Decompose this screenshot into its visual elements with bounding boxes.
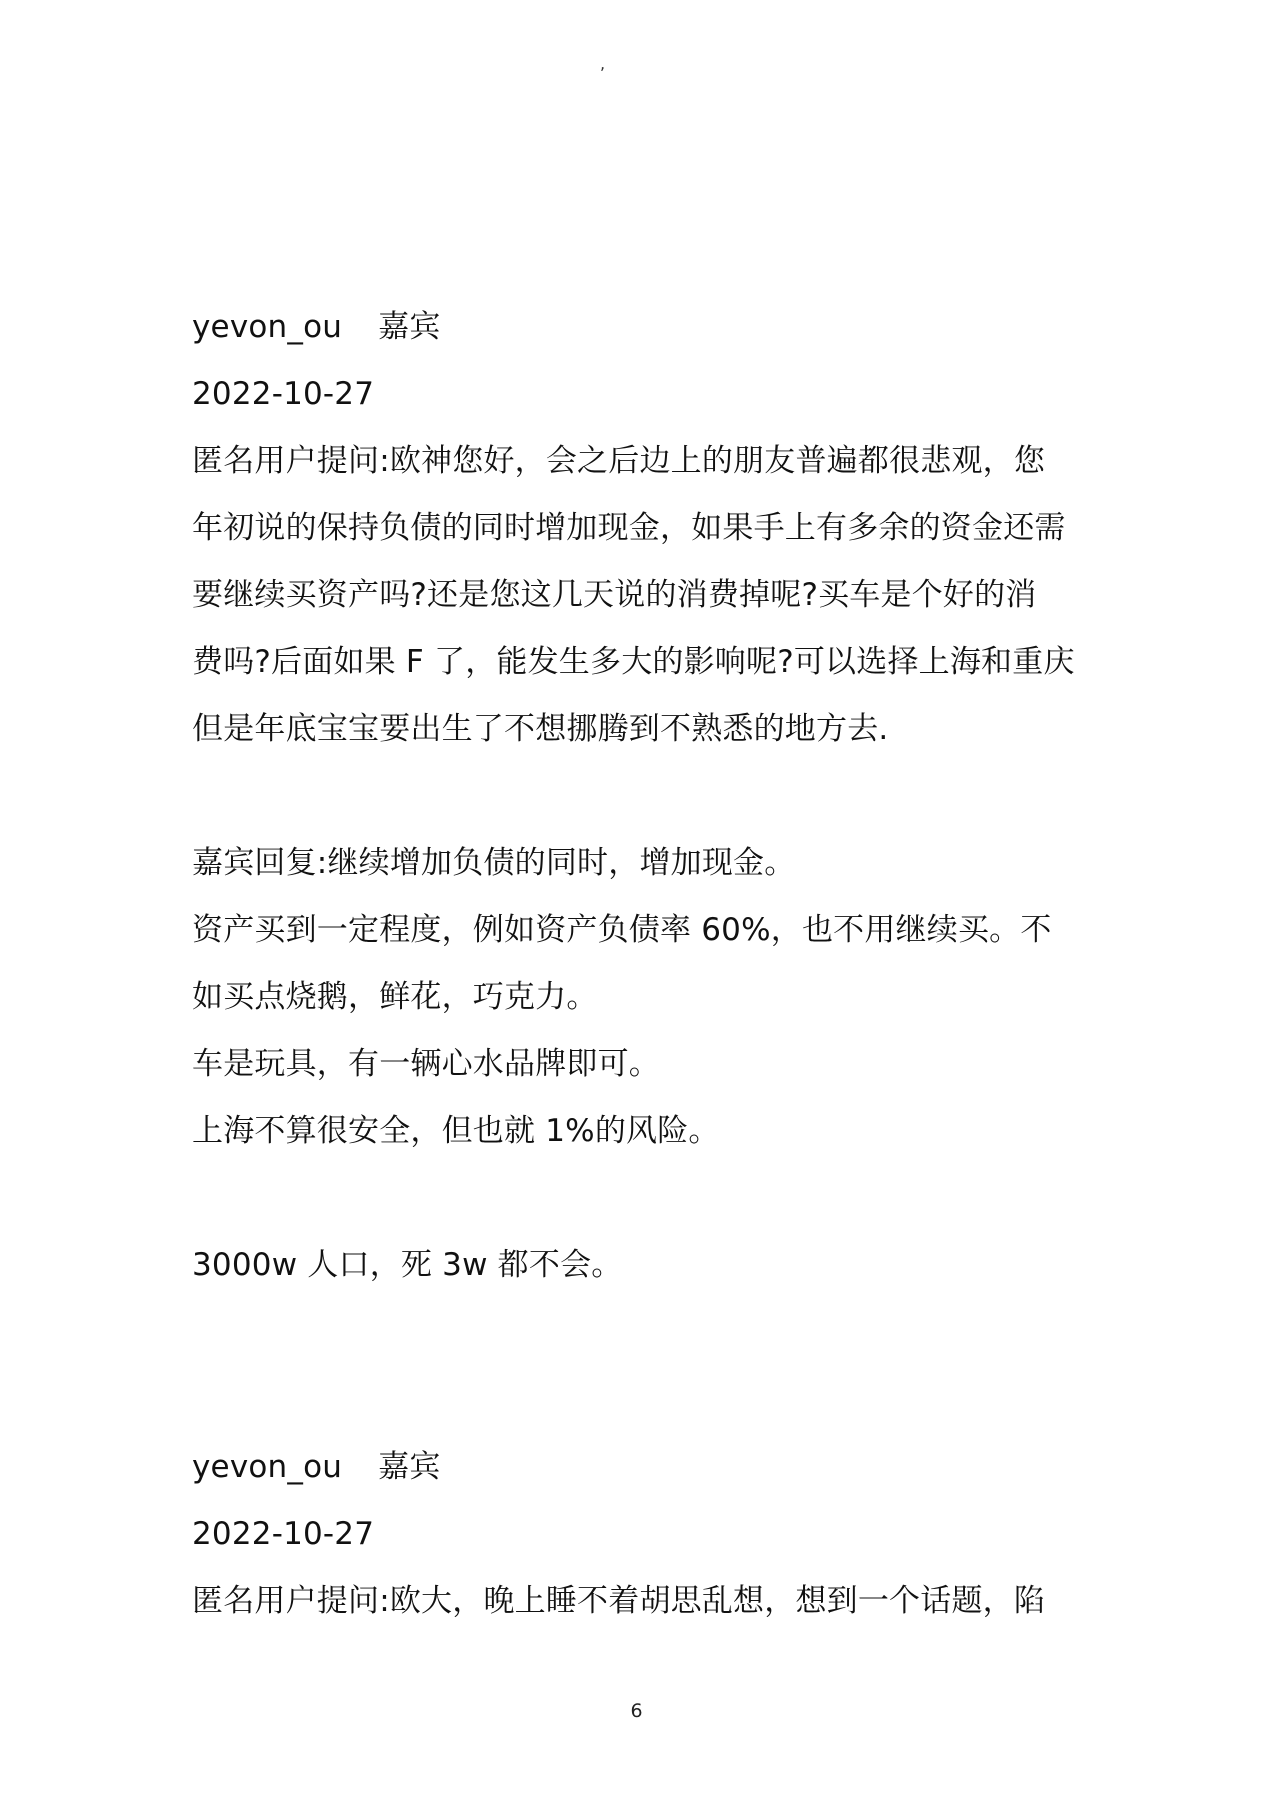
post-user: yevon_ou: [192, 1449, 343, 1485]
header-mark: ,: [600, 54, 606, 73]
question-line: 要继续买资产吗?还是您这几天说的消费掉呢?买车是个好的消: [192, 577, 1037, 613]
post-1: [192, 294, 1092, 1299]
question-line: 年初说的保持负债的同时增加现金，如果手上有多余的资金还需: [192, 510, 1066, 546]
post-role: 嘉宾: [378, 1449, 441, 1485]
question-block: [192, 1568, 1092, 1635]
question-line: 匿名用户提问:欧神您好，会之后边上的朋友普遍都很悲观，您: [192, 443, 1046, 479]
post-role: 嘉宾: [378, 309, 441, 345]
post-date: 2022-10-27: [192, 1516, 375, 1552]
answer-line: 资产买到一定程度，例如资产负债率 60%，也不用继续买。不: [192, 912, 1052, 948]
post-2: [192, 1434, 1092, 1635]
answer-line: 车是玩具，有一辆心水品牌即可。: [192, 1046, 660, 1082]
question-block: [192, 428, 1092, 763]
question-line: 但是年底宝宝要出生了不想挪腾到不熟悉的地方去.: [192, 711, 889, 747]
answer-tail: 3000w 人口，死 3w 都不会。: [192, 1247, 623, 1283]
post-user: yevon_ou: [192, 309, 343, 345]
answer-line: 嘉宾回复:继续增加负债的同时，增加现金。: [192, 845, 796, 881]
post-date: 2022-10-27: [192, 376, 375, 412]
answer-block: [192, 830, 1092, 1299]
document-body: [192, 294, 1092, 1635]
question-line: 费吗?后面如果 F 了，能发生多大的影响呢?可以选择上海和重庆: [192, 644, 1075, 680]
post-author-line: [192, 1434, 1092, 1501]
post-author-line: [192, 294, 1092, 361]
answer-line: 如买点烧鹅，鲜花，巧克力。: [192, 979, 598, 1015]
page-number: 6: [630, 1700, 643, 1722]
question-line: 匿名用户提问:欧大，晚上睡不着胡思乱想，想到一个话题，陷: [192, 1583, 1046, 1619]
answer-line: 上海不算很安全，但也就 1%的风险。: [192, 1113, 720, 1149]
